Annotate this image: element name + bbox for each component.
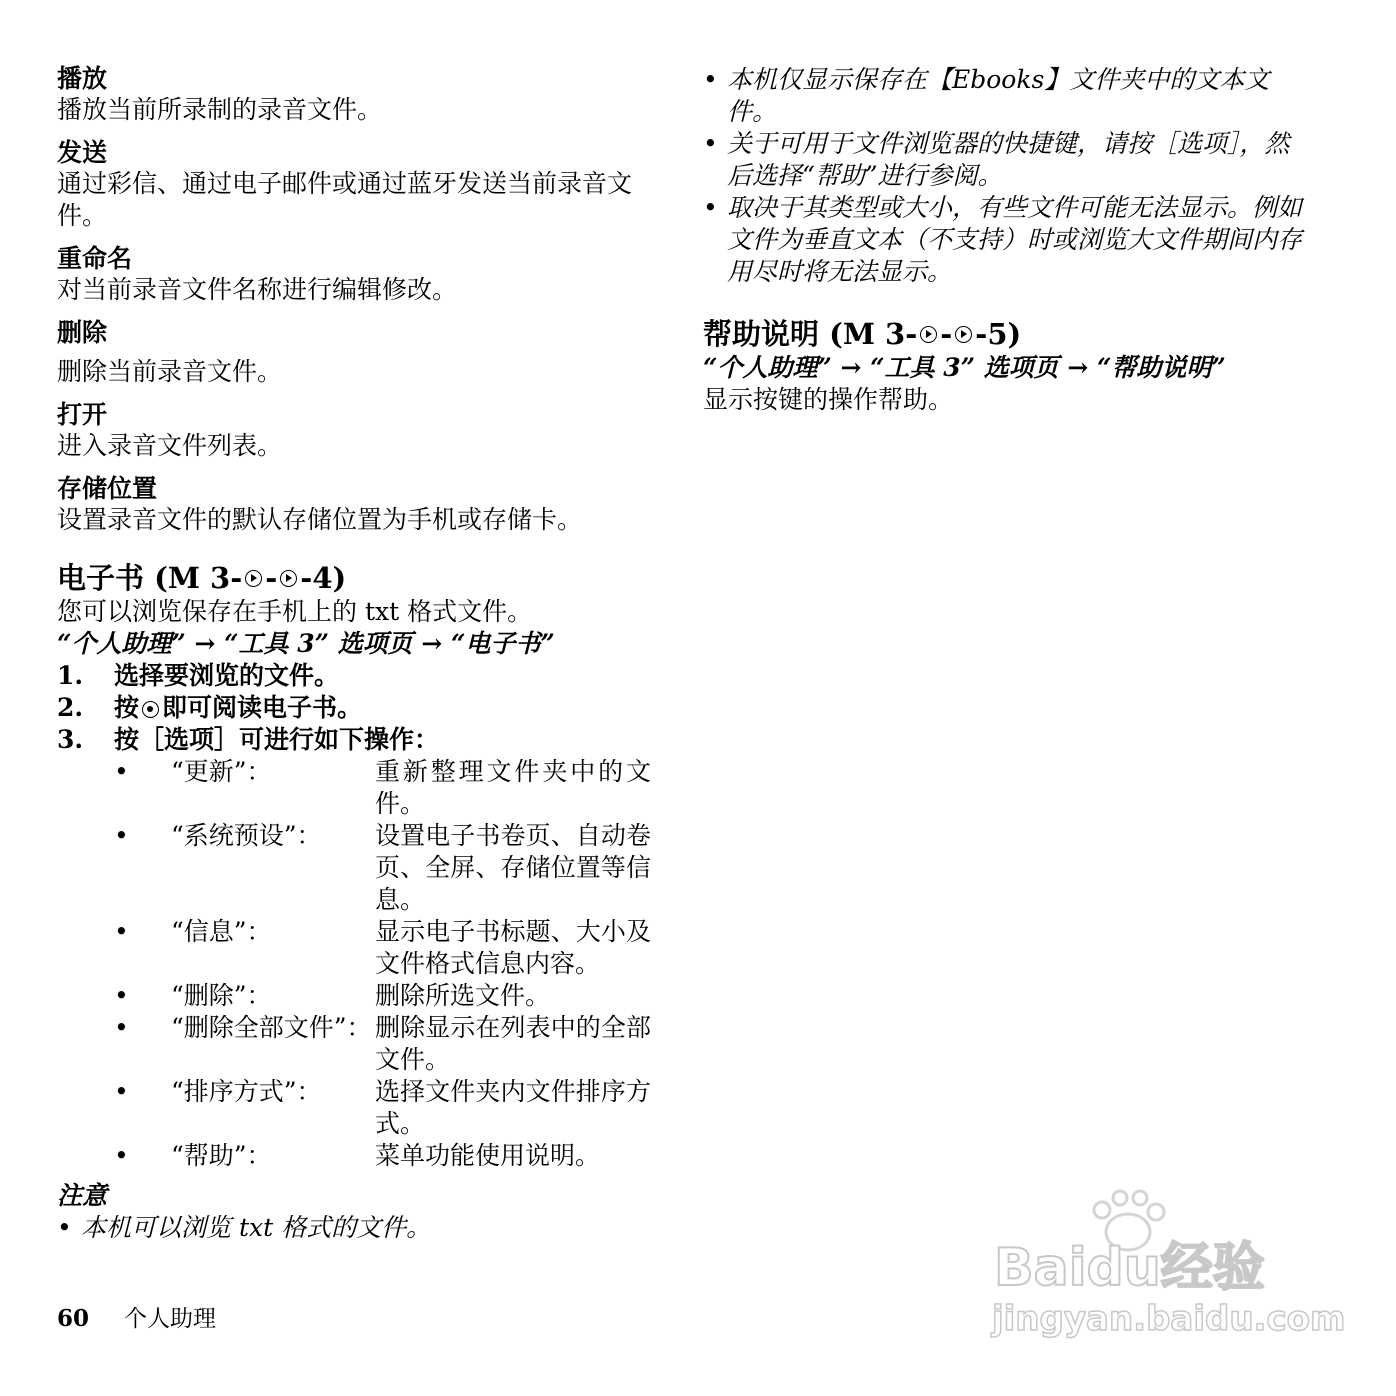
bullet: • bbox=[57, 1213, 72, 1242]
option-name: “信息”： bbox=[171, 917, 272, 946]
title-sep: - bbox=[265, 561, 278, 595]
right-column bbox=[703, 64, 1303, 428]
item-desc: 进入录音文件列表。 bbox=[57, 431, 283, 460]
menu-item-play bbox=[57, 64, 652, 126]
bullet: • bbox=[114, 1013, 129, 1042]
option-desc: 显示电子书标题、大小及文件格式信息内容。 bbox=[375, 917, 651, 978]
step-number: 3. bbox=[57, 725, 84, 754]
step-number: 1. bbox=[57, 661, 84, 690]
option-name: “删除”： bbox=[171, 981, 272, 1010]
bullet: • bbox=[114, 1141, 129, 1170]
item-title: 发送 bbox=[57, 138, 108, 167]
option-name: “删除全部文件”： bbox=[171, 1013, 372, 1042]
option-desc: 删除所选文件。 bbox=[375, 981, 551, 1010]
option-item bbox=[57, 1076, 652, 1140]
menu-path: “个人助理” → “工具 3” 选项页 → “电子书” bbox=[57, 629, 555, 658]
option-name: “系统预设”： bbox=[171, 821, 322, 850]
nav-arrow-icon bbox=[245, 570, 262, 587]
step-text: 按［选项］可进行如下操作： bbox=[114, 725, 440, 754]
bullet: • bbox=[703, 65, 718, 94]
section-title bbox=[57, 560, 652, 596]
item-title: 打开 bbox=[57, 400, 108, 429]
note-list bbox=[703, 64, 1303, 288]
baidu-watermark-logo bbox=[990, 1190, 1346, 1340]
menu-item-delete bbox=[57, 318, 652, 388]
step-list bbox=[57, 660, 652, 756]
bullet: • bbox=[703, 129, 718, 158]
ebook-section bbox=[57, 560, 652, 1244]
item-desc: 设置录音文件的默认存储位置为手机或存储卡。 bbox=[57, 505, 583, 534]
title-prefix: 电子书 (M 3- bbox=[57, 561, 243, 595]
item-desc: 播放当前所录制的录音文件。 bbox=[57, 95, 383, 124]
step-item bbox=[57, 660, 652, 692]
option-item bbox=[57, 980, 652, 1012]
note-item bbox=[703, 192, 1303, 288]
left-column bbox=[57, 64, 652, 1244]
option-desc: 重新整理文件夹中的文件。 bbox=[375, 757, 651, 818]
note-text: 本机仅显示保存在【Ebooks】文件夹中的文本文件。 bbox=[727, 65, 1270, 126]
option-list bbox=[57, 756, 652, 1172]
title-prefix: 帮助说明 (M 3- bbox=[703, 317, 918, 351]
section-intro: 您可以浏览保存在手机上的 txt 格式文件。 bbox=[57, 597, 533, 626]
note-title: 注意 bbox=[57, 1181, 108, 1210]
page-footer bbox=[57, 1304, 216, 1334]
help-section bbox=[703, 316, 1303, 416]
menu-item-rename bbox=[57, 244, 652, 306]
option-name: “帮助”： bbox=[171, 1141, 272, 1170]
option-item bbox=[57, 756, 652, 820]
note-text: 关于可用于文件浏览器的快捷键，请按［选项］，然后选择“帮助”进行参阅。 bbox=[727, 129, 1290, 190]
watermark-brand: Baidu经验 bbox=[994, 1238, 1265, 1298]
bullet: • bbox=[703, 193, 718, 222]
step-item bbox=[57, 692, 652, 724]
option-desc: 设置电子书卷页、自动卷页、全屏、存储位置等信息。 bbox=[375, 821, 651, 914]
note-item bbox=[57, 1212, 652, 1244]
step-text-pre: 按 bbox=[114, 693, 140, 722]
menu-item-send bbox=[57, 138, 652, 232]
item-title: 播放 bbox=[57, 64, 108, 93]
title-suffix: -4) bbox=[300, 561, 347, 595]
title-suffix: -5) bbox=[975, 317, 1022, 351]
item-desc: 对当前录音文件名称进行编辑修改。 bbox=[57, 275, 458, 304]
bullet: • bbox=[114, 1077, 129, 1106]
menu-item-storage bbox=[57, 474, 652, 536]
center-select-icon bbox=[142, 701, 159, 718]
step-number: 2. bbox=[57, 693, 84, 722]
option-item bbox=[57, 1140, 652, 1172]
option-name: “更新”： bbox=[171, 757, 272, 786]
section-title bbox=[703, 316, 1303, 352]
bullet: • bbox=[114, 757, 129, 786]
item-desc: 删除当前录音文件。 bbox=[57, 357, 283, 386]
item-title: 重命名 bbox=[57, 244, 133, 273]
nav-arrow-icon bbox=[955, 326, 972, 343]
note-text: 本机可以浏览 txt 格式的文件。 bbox=[81, 1213, 432, 1242]
footer-section: 个人助理 bbox=[124, 1306, 216, 1332]
item-title: 存储位置 bbox=[57, 474, 158, 503]
option-desc: 菜单功能使用说明。 bbox=[375, 1141, 601, 1170]
nav-arrow-icon bbox=[920, 326, 937, 343]
step-text bbox=[114, 692, 362, 724]
menu-item-open bbox=[57, 400, 652, 462]
note-item bbox=[703, 128, 1303, 192]
section-desc: 显示按键的操作帮助。 bbox=[703, 385, 954, 414]
bullet: • bbox=[114, 821, 129, 850]
bullet: • bbox=[114, 981, 129, 1010]
option-item bbox=[57, 916, 652, 980]
option-desc: 删除显示在列表中的全部文件。 bbox=[375, 1013, 651, 1074]
item-title: 删除 bbox=[57, 318, 108, 347]
option-item bbox=[57, 1012, 652, 1076]
step-text-post: 即可阅读电子书。 bbox=[162, 693, 363, 722]
note-item bbox=[703, 64, 1303, 128]
title-sep: - bbox=[940, 317, 953, 351]
item-desc: 通过彩信、通过电子邮件或通过蓝牙发送当前录音文件。 bbox=[57, 169, 633, 230]
step-text: 选择要浏览的文件。 bbox=[114, 661, 340, 690]
step-item bbox=[57, 724, 652, 756]
option-name: “排序方式”： bbox=[171, 1077, 322, 1106]
watermark-url: jingyan.baidu.com bbox=[992, 1299, 1346, 1339]
page-number: 60 bbox=[57, 1305, 90, 1332]
nav-arrow-icon bbox=[280, 570, 297, 587]
option-desc: 选择文件夹内文件排序方式。 bbox=[375, 1077, 651, 1138]
note-list bbox=[57, 1212, 652, 1244]
option-item bbox=[57, 820, 652, 916]
bullet: • bbox=[114, 917, 129, 946]
menu-path: “个人助理” → “工具 3” 选项页 → “帮助说明” bbox=[703, 353, 1226, 382]
note-text: 取决于其类型或大小，有些文件可能无法显示。例如文件为垂直文本（不支持）时或浏览大文件期间内存用尽时将无法显示。 bbox=[727, 193, 1303, 286]
